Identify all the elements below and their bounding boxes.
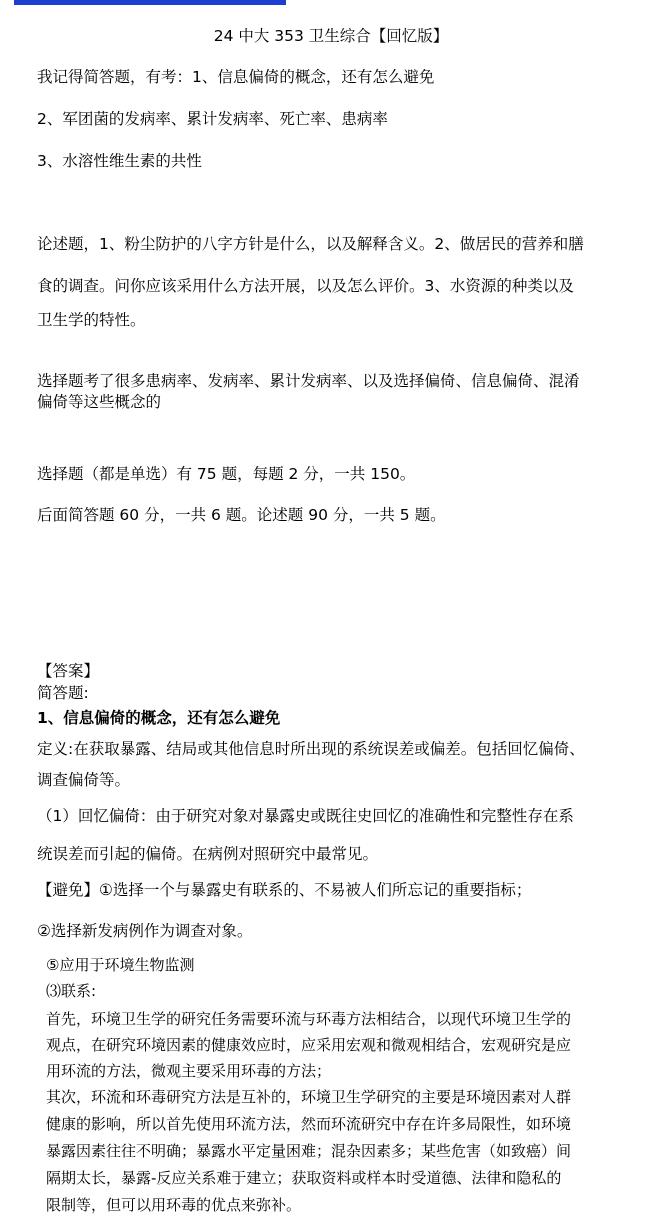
avoid-line-1: 【避免】①选择一个与暴露史有联系的、不易被人们所忘记的重要指标； <box>37 881 532 899</box>
essay-line-1: 论述题，1、粉尘防护的八字方针是什么，以及解释含义。2、做居民的营养和膳 <box>37 235 584 253</box>
choice-line-2: 偏倚等这些概念的 <box>37 393 162 411</box>
document-title: 24 中大 353 卫生综合【回忆版】 <box>213 27 449 45</box>
short-answer-intro: 我记得简答题，有考：1、信息偏倚的概念，还有怎么避免 <box>37 68 435 86</box>
scoring-line-2: 后面简答题 60 分，一共 6 题。论述题 90 分，一共 5 题。 <box>37 506 446 524</box>
essay-line-3: 卫生学的特性。 <box>37 311 146 329</box>
item-5-biomonitoring: ⑤应用于环境生物监测 <box>46 956 195 974</box>
item-3-connection: ⑶联系: <box>46 982 97 1000</box>
paragraph-1-line-1: 首先，环境卫生学的研究任务需要环流与环毒方法相结合，以现代环境卫生学的 <box>46 1010 572 1028</box>
paragraph-2-line-2: 健康的影响，所以首先使用环流方法，然而环流研究中存在许多局限性，如环境 <box>46 1115 572 1133</box>
paragraph-2-line-5: 限制等，但可以用环毒的优点来弥补。 <box>46 1196 302 1214</box>
recall-bias-line-1: （1）回忆偏倚：由于研究对象对暴露史或既往史回忆的准确性和完整性存在系 <box>37 807 574 825</box>
short-answer-q2: 2、军团菌的发病率、累计发病率、死亡率、患病率 <box>37 110 388 128</box>
definition-line-2: 调查偏倚等。 <box>37 771 131 789</box>
top-header-strip <box>14 0 286 5</box>
avoid-line-2: ②选择新发病例作为调查对象。 <box>37 922 253 940</box>
paragraph-2-line-4: 隔期太长，暴露-反应关系难于建立；获取资料或样本时受道德、法律和隐私的 <box>46 1169 562 1187</box>
short-answer-q3: 3、水溶性维生素的共性 <box>37 152 202 170</box>
paragraph-1-line-3: 用环流的方法，微观主要采用环毒的方法； <box>46 1062 332 1080</box>
scoring-line-1: 选择题（都是单选）有 75 题，每题 2 分，一共 150。 <box>37 465 416 483</box>
choice-line-1: 选择题考了很多患病率、发病率、累计发病率、以及选择偏倚、信息偏倚、混淆 <box>37 372 580 390</box>
answer-q1-heading: 1、信息偏倚的概念，还有怎么避免 <box>37 709 281 727</box>
answer-section-label: 简答题: <box>37 684 89 702</box>
answer-header: 【答案】 <box>37 662 100 680</box>
definition-line-1: 定义:在获取暴露、结局或其他信息时所出现的系统误差或偏差。包括回忆偏倚、 <box>37 740 585 758</box>
paragraph-1-line-2: 观点，在研究环境因素的健康效应时，应采用宏观和微观相结合，宏观研究是应 <box>46 1036 572 1054</box>
essay-line-2: 食的调查。问你应该采用什么方法开展，以及怎么评价。3、水资源的种类以及 <box>37 277 574 295</box>
paragraph-2-line-1: 其次，环流和环毒研究方法是互补的，环境卫生学研究的主要是环境因素对人群 <box>46 1088 572 1106</box>
recall-bias-line-2: 统误差而引起的偏倚。在病例对照研究中最常见。 <box>37 845 379 863</box>
paragraph-2-line-3: 暴露因素往往不明确；暴露水平定量困难；混杂因素多；某些危害（如致癌）间 <box>46 1142 572 1160</box>
